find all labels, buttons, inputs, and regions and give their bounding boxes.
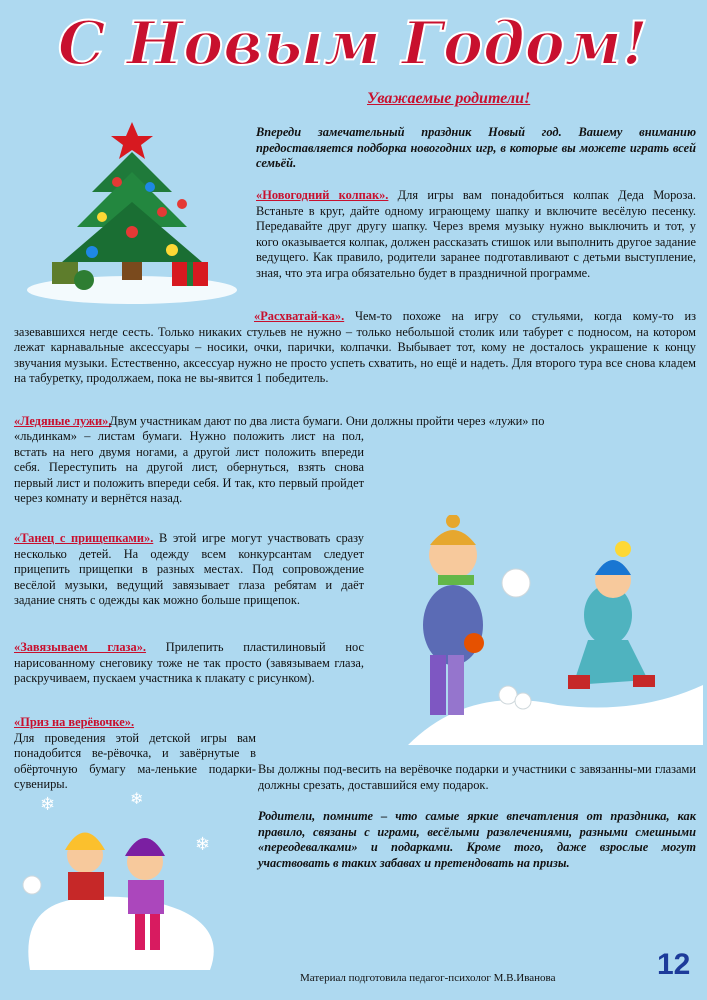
- game-prize-on-string: [14, 715, 256, 793]
- page-number: 12: [657, 948, 691, 981]
- game-blindfold: [14, 640, 364, 687]
- game-title: «Новогодний колпак».: [256, 188, 389, 202]
- game-ice-puddles-wrap: «льдинкам» – листам бумаги. Нужно положить лист на пол, встать на него двумя ногами, а другой лист положить впереди себя. Переступить на другой лист, обернуться, взять снова первый лист и положить впереди себя. И так, кто первый пройдет через комнату и вернётся назад.: [14, 429, 364, 505]
- game-prize-on-string-continued: Вы должны под-весить на верёвочке подарки и участники с завязанны-ми глазами должны срезать, доставшийся ему подарок.: [258, 762, 696, 792]
- game-new-year-hat: [256, 188, 696, 281]
- greeting-heading: Уважаемые родители!: [367, 90, 531, 107]
- game-title: «Приз на верёвочке».: [14, 715, 135, 729]
- game-clothespin-dance: [14, 531, 364, 609]
- game-grab-it: [14, 309, 696, 387]
- kids-in-snow-illustration: [10, 790, 225, 970]
- snowball-fight-illustration: [408, 515, 703, 745]
- game-title: «Завязываем глаза».: [14, 640, 147, 654]
- game-text: Прилепить пластилиновый нос нарисованному снеговику тоже не так просто (завязываем глаза, раскручиваем, пускаем участника к плакату с рисунком).: [14, 640, 364, 685]
- child-figure: [568, 541, 655, 689]
- game-text: Для игры вам понадобиться колпак Деда Мороза. Встаньте в круг, дайте одному играющему шапку и включите весёлую песенку. Передавайте друг другу шапку. Через время музыку нужно выключить и тот, у кого оказывается колпак, должен рассказать стишок или выполнить другое задание ведущего. Как правило, родители заранее подготавливают с детьми выступление, зная, что эта игра обязательно будет в праздничной программе.: [256, 188, 696, 280]
- game-text: В этой игре могут участвовать сразу несколько детей. На одежду всем конкурсантам следует прицепить прищепки в разных местах. Под сопровождение весёлой музыки, ведущий завязывает глаза ребятам и даёт задание снять с одежды как можно больше прищепок.: [14, 531, 364, 607]
- game-text: Для проведения этой детской игры вам понадобится ве-рёвочка, и завёрнутые в обёрточную бумагу ма-ленькие подарки-сувениры.: [14, 730, 256, 791]
- closing-text: Родители, помните – что самые яркие впечатления от праздника, как правило, связаны с играми, весёлыми развлечениями, разными смешными «переодевалками» и подарками. Кроме того, даже взрослые могут участвовать в таких забавах и претендовать на призы.: [258, 809, 696, 870]
- snowflake-icon: ❄: [40, 794, 56, 814]
- intro-text: Впереди замечательный праздник Новый год. Вашему вниманию предоставляется подборка новогодних игр, в которые вы можете играть всей семьёй.: [256, 125, 696, 170]
- game-ice-puddles-body: Двум участникам дают по два листа бумаги. Они должны пройти через «лужи» по: [106, 414, 545, 428]
- snowflake-icon: ❄: [195, 834, 211, 854]
- game-title: «Ледяные лужи».: [14, 414, 112, 428]
- footer-credit: Материал подготовила педагог-психолог М.В.Иванова: [300, 972, 556, 984]
- page-title: [0, 2, 707, 80]
- game-title: «Расхватай-ка».: [254, 309, 345, 323]
- game-text: Чем-то похоже на игру со стульями, когда кому-то из зазевавшихся негде сесть. Только никаких стульев не нужно – только небольшой столик или табурет с подносом, на котором лежат карнавальные аксессуары – носики, очки, парички, колпачки. Выбывает тот, кому не досталось украшение к концу звучания музыки. Естественно, аксессуар нужно не просто успеть схватить, но ещё и надеть. Для второго тура все снова кладем на табуретку, продолжаем, пока не вы-явится 1 победитель.: [14, 309, 696, 385]
- snowflake-icon: ❄: [130, 791, 144, 808]
- man-figure: [423, 515, 484, 715]
- title-text: С Новым Годом!: [57, 9, 649, 79]
- christmas-tree-illustration: [22, 112, 242, 307]
- kid-left: [65, 833, 105, 901]
- game-title: «Танец с прищепками».: [14, 531, 154, 545]
